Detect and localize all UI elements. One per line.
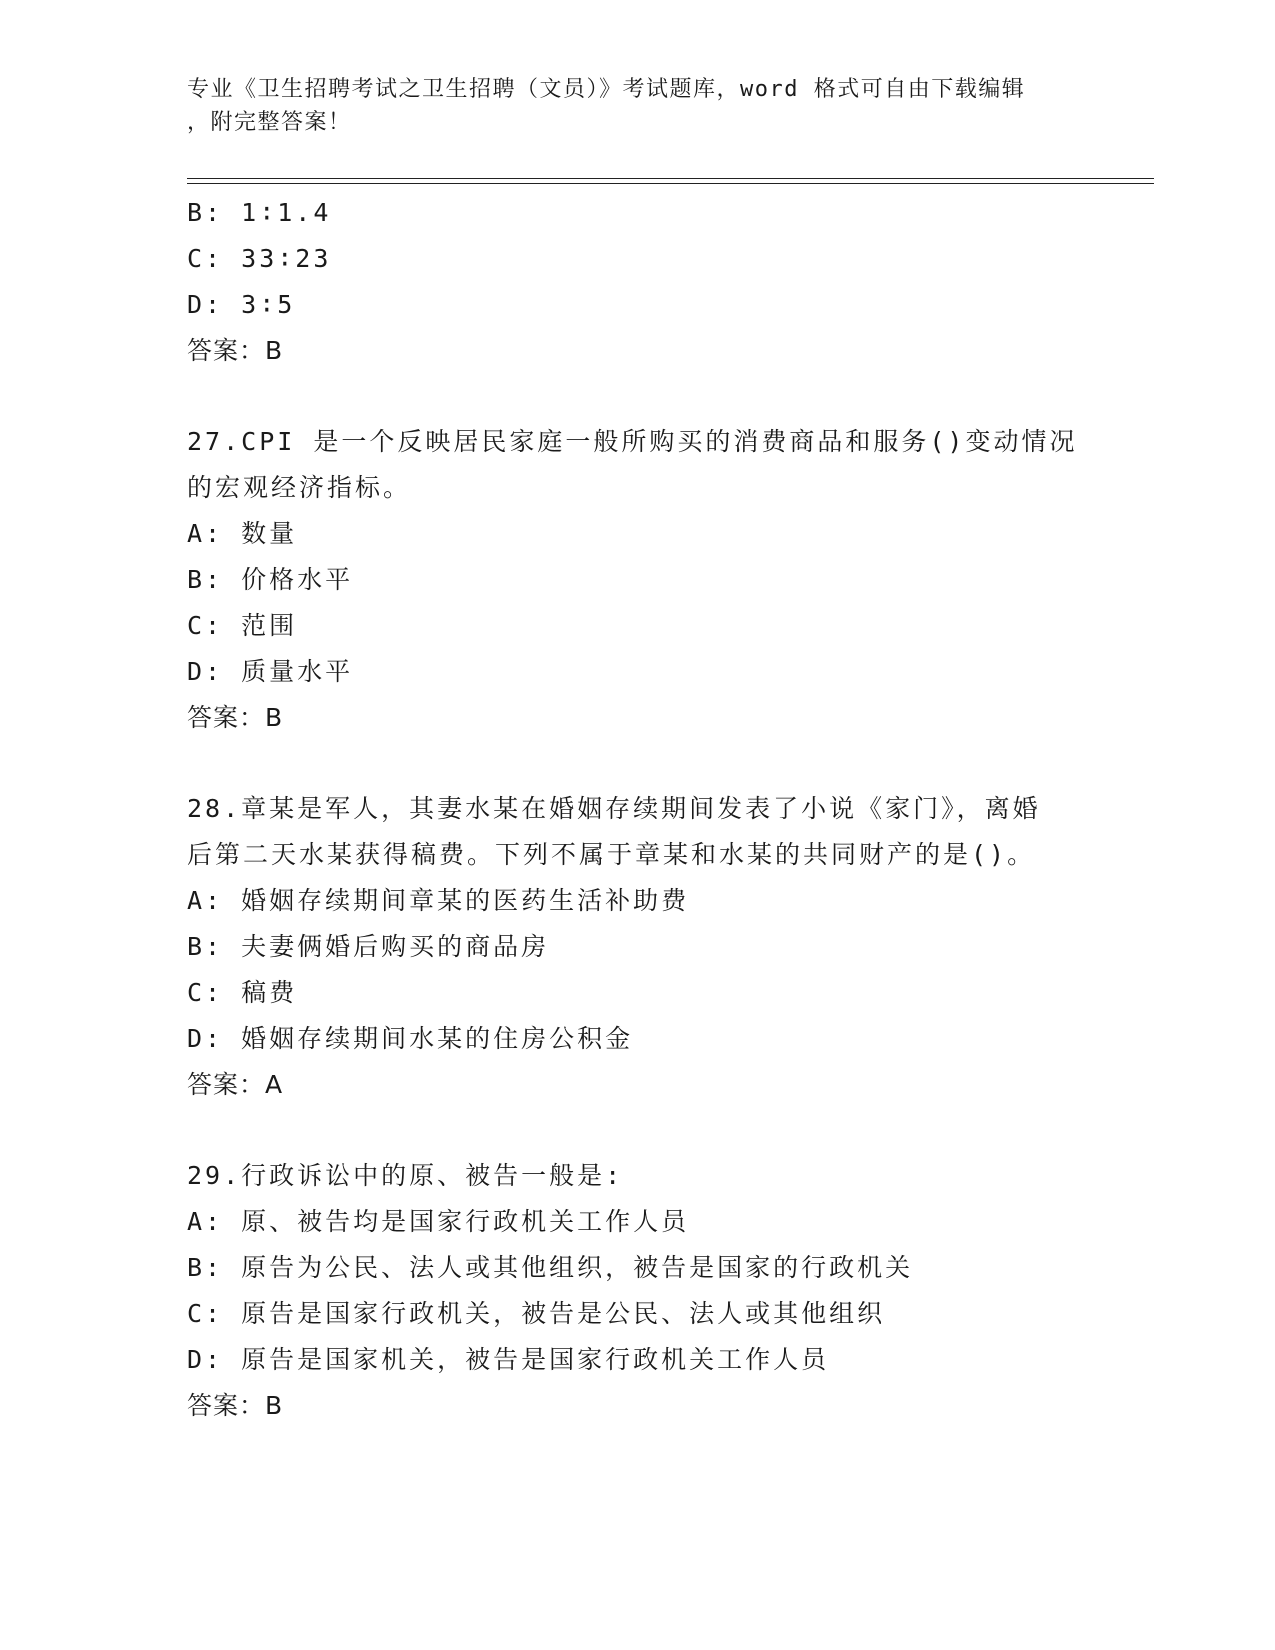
question-29-block: [187, 1153, 1087, 1429]
option-b: B: 夫妻俩婚后购买的商品房: [187, 932, 550, 961]
option-a: A: 数量: [187, 519, 298, 548]
option-c: C: 33∶23: [187, 244, 332, 273]
question-list: [187, 190, 1087, 1429]
option-c: C: 范围: [187, 611, 298, 640]
answer-line: 答案：B: [187, 1391, 284, 1420]
answer-line: 答案：B: [187, 336, 284, 365]
answer-line: 答案：B: [187, 703, 284, 732]
question-28-block: [187, 786, 1087, 1108]
option-d: D: 原告是国家机关，被告是国家行政机关工作人员: [187, 1345, 830, 1374]
answer-line: 答案：A: [187, 1070, 284, 1099]
question-27-block: [187, 419, 1087, 741]
header-line-2: ，附完整答案！: [187, 110, 352, 135]
question-26-block: [187, 190, 1087, 374]
option-d: D: 3∶5: [187, 290, 296, 319]
option-d: D: 质量水平: [187, 657, 354, 686]
option-b: B: 原告为公民、法人或其他组织，被告是国家的行政机关: [187, 1253, 914, 1282]
option-a: A: 婚姻存续期间章某的医药生活补助费: [187, 886, 690, 915]
question-stem: 27.CPI 是一个反映居民家庭一般所购买的消费商品和服务()变动情况: [187, 427, 1078, 456]
question-stem: 28.章某是军人，其妻水某在婚姻存续期间发表了小说《家门》，离婚: [187, 794, 1041, 823]
option-d: D: 婚姻存续期间水某的住房公积金: [187, 1024, 634, 1053]
option-c: C: 稿费: [187, 978, 298, 1007]
question-stem-continued: 的宏观经济指标。: [187, 473, 412, 502]
option-c: C: 原告是国家行政机关，被告是公民、法人或其他组织: [187, 1299, 886, 1328]
option-a: A: 原、被告均是国家行政机关工作人员: [187, 1207, 690, 1236]
header-divider-bottom: [187, 183, 1154, 184]
option-b: B: 价格水平: [187, 565, 354, 594]
option-b: B: 1∶1.4: [187, 198, 332, 227]
header-line-1: 专业《卫生招聘考试之卫生招聘（文员）》考试题库，word 格式可自由下载编辑: [187, 77, 1026, 102]
question-stem: 29.行政诉讼中的原、被告一般是:: [187, 1161, 624, 1190]
header-divider-top: [187, 178, 1154, 179]
document-header: [187, 73, 1067, 139]
question-stem-continued: 后第二天水某获得稿费。下列不属于章某和水某的共同财产的是()。: [187, 840, 1036, 869]
